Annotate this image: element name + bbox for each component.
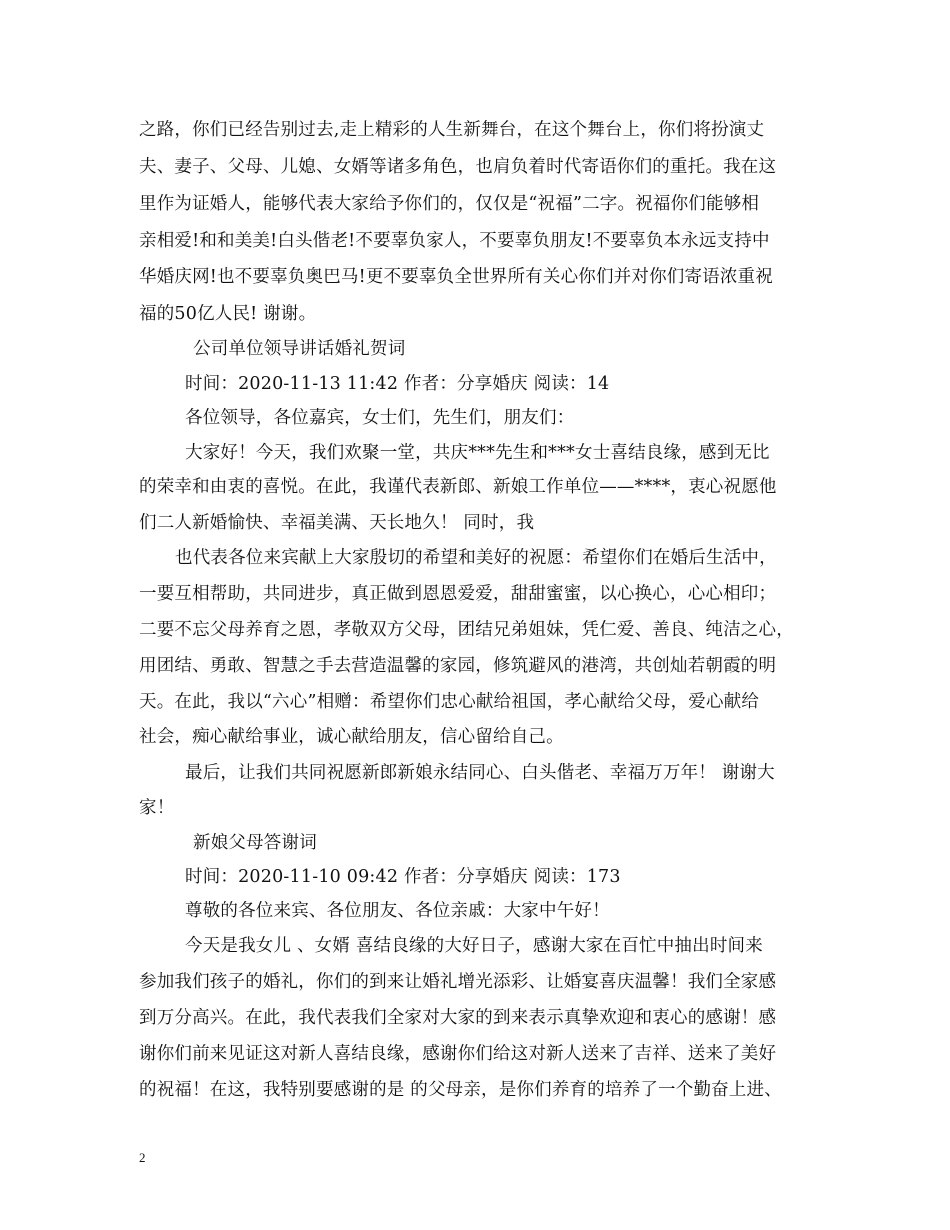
body-text-line: 参加我们孩子的婚礼，你们的到来让婚礼增光添彩、让婚宴喜庆温馨！我们全家感 (139, 972, 777, 992)
salutation: 尊敬的各位来宾、各位朋友、各位亲戚：大家中午好！ (185, 901, 610, 921)
body-text-line: 亲相爱!和和美美!白头偕老!不要辜负家人，不要辜负朋友!不要辜负本永远支持中 (139, 231, 770, 251)
body-text-line: 也代表各位来宾献上大家殷切的希望和美好的祝愿：希望你们在婚后生活中， (175, 548, 777, 568)
body-text-line: 华婚庆网!也不要辜负奥巴马!更不要辜负全世界所有关心你们并对你们寄语浓重祝 (139, 267, 773, 287)
body-text-line: 福的50亿人民! 谢谢。 (139, 304, 317, 324)
body-text-line: 一要互相帮助，共同进步，真正做到恩恩爱爱，甜甜蜜蜜，以心换心，心心相印； (139, 584, 777, 604)
body-text-line: 家！ (139, 798, 175, 818)
body-text-line: 的祝福！在这，我特别要感谢的是 的父母亲，是你们养育的培养了一个勤奋上进、 (139, 1080, 782, 1100)
page-number: 2 (139, 1150, 146, 1165)
article-meta: 时间：2020-11-10 09:42 作者：分享婚庆 阅读：173 (185, 867, 621, 887)
body-text-line: 二要不忘父母养育之恩，孝敬双方父母，团结兄弟姐妹，凭仁爱、善良、纯洁之心， (139, 620, 794, 640)
body-text-line: 今天是我女儿 、女婿 喜结良缘的大好日子，感谢大家在百忙中抽出时间来 (185, 936, 763, 956)
body-text-line: 天。在此，我以“六心”相赠：希望你们忠心献给祖国，孝心献给父母，爱心献给 (139, 692, 760, 712)
body-text-line: 之路，你们已经告别过去,走上精彩的人生新舞台，在这个舞台上，你们将扮演丈 (139, 120, 765, 140)
body-text-line: 到万分高兴。在此，我代表我们全家对大家的到来表示真挚欢迎和衷心的感谢！感 (139, 1008, 777, 1028)
section-heading: 新娘父母答谢词 (193, 833, 317, 853)
body-text-line: 社会，痴心献给事业，诚心献给朋友，信心留给自己。 (139, 727, 564, 747)
body-text-line: 谢你们前来见证这对新人喜结良缘，感谢你们给这对新人送来了吉祥、送来了美好 (139, 1044, 777, 1064)
body-text-line: 里作为证婚人，能够代表大家给予你们的，仅仅是“祝福”二字。祝福你们能够相 (139, 194, 760, 214)
body-text-line: 用团结、勇敢、智慧之手去营造温馨的家园，修筑避风的港湾，共创灿若朝霞的明 (139, 656, 777, 676)
article-meta: 时间：2020-11-13 11:42 作者：分享婚庆 阅读：14 (185, 374, 610, 394)
section-heading: 公司单位领导讲话婚礼贺词 (193, 339, 406, 359)
body-text-line: 最后，让我们共同祝愿新郎新娘永结同心、白头偕老、幸福万万年！ 谢谢大 (185, 763, 775, 783)
body-text-line: 的荣幸和由衷的喜悦。在此，我谨代表新郎、新娘工作单位——****，衷心祝愿他 (139, 477, 777, 497)
salutation: 各位领导，各位嘉宾，女士们，先生们，朋友们： (185, 408, 575, 428)
body-text-line: 夫、妻子、父母、儿媳、女婿等诸多角色，也肩负着时代寄语你们的重托。我在这 (139, 157, 777, 177)
body-text-line: 大家好！今天，我们欢聚一堂，共庆***先生和***女士喜结良缘，感到无比 (185, 443, 770, 463)
body-text-line: 们二人新婚愉快、幸福美满、天长地久！ 同时，我 (139, 513, 535, 533)
